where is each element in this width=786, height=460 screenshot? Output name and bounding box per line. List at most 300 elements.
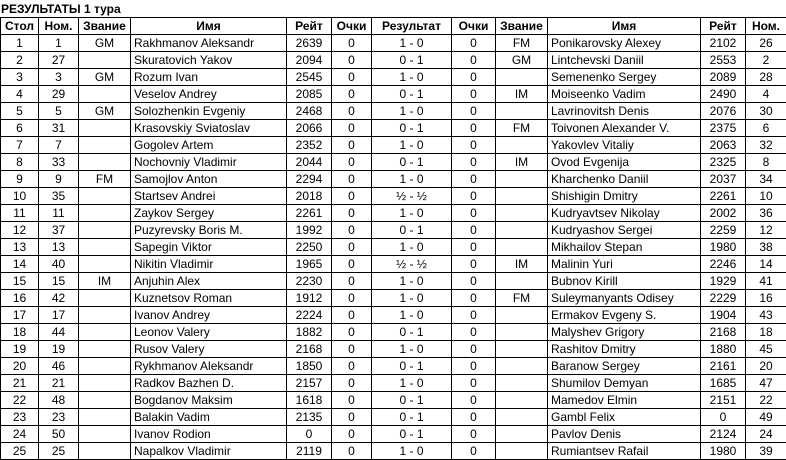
cell-white-title	[79, 137, 131, 154]
cell-black-name: Bubnov Kirill	[548, 273, 701, 290]
cell-black-points: 0	[452, 409, 496, 426]
cell-black-points: 0	[452, 69, 496, 86]
cell-black-name: Ovod Evgenija	[548, 154, 701, 171]
cell-board: 8	[1, 154, 39, 171]
cell-black-number: 34	[746, 171, 786, 188]
cell-white-name: Sapegin Viktor	[131, 239, 287, 256]
cell-result: 0 - 1	[372, 392, 452, 409]
cell-board: 7	[1, 137, 39, 154]
header-white-title: Звание	[79, 18, 131, 35]
cell-black-number: 43	[746, 307, 786, 324]
header-board: Стол	[1, 18, 39, 35]
cell-white-name: Rakhmanov Aleksandr	[131, 35, 287, 52]
cell-white-points: 0	[332, 256, 372, 273]
cell-black-name: Yakovlev Vitaliy	[548, 137, 701, 154]
cell-white-title	[79, 341, 131, 358]
cell-white-title: IM	[79, 273, 131, 290]
cell-black-points: 0	[452, 307, 496, 324]
cell-white-name: Skuratovich Yakov	[131, 52, 287, 69]
cell-black-number: 30	[746, 103, 786, 120]
cell-result: 1 - 0	[372, 273, 452, 290]
cell-black-rating: 1980	[701, 443, 746, 460]
cell-board: 18	[1, 324, 39, 341]
cell-white-name: Rykhmanov Aleksandr	[131, 358, 287, 375]
cell-black-points: 0	[452, 375, 496, 392]
cell-result: 0 - 1	[372, 120, 452, 137]
cell-white-number: 35	[39, 188, 79, 205]
cell-white-number: 19	[39, 341, 79, 358]
cell-white-rating: 2044	[287, 154, 332, 171]
cell-black-name: Ponikarovsky Alexey	[548, 35, 701, 52]
table-row	[1, 103, 786, 120]
cell-board: 10	[1, 188, 39, 205]
header-white-number: Ном.	[39, 18, 79, 35]
cell-black-rating: 2161	[701, 358, 746, 375]
cell-white-name: Rusov Valery	[131, 341, 287, 358]
cell-black-title	[496, 273, 548, 290]
cell-black-title: IM	[496, 256, 548, 273]
cell-black-number: 22	[746, 392, 786, 409]
cell-black-title	[496, 307, 548, 324]
cell-black-number: 39	[746, 443, 786, 460]
cell-black-name: Malyshev Grigory	[548, 324, 701, 341]
cell-white-name: Startsev Andrei	[131, 188, 287, 205]
cell-black-number: 32	[746, 137, 786, 154]
cell-white-rating: 2468	[287, 103, 332, 120]
cell-board: 17	[1, 307, 39, 324]
cell-black-number: 20	[746, 358, 786, 375]
cell-white-title	[79, 188, 131, 205]
cell-white-points: 0	[332, 52, 372, 69]
cell-black-title: IM	[496, 86, 548, 103]
cell-white-number: 42	[39, 290, 79, 307]
cell-black-title: IM	[496, 154, 548, 171]
cell-black-name: Kudryavtsev Nikolay	[548, 205, 701, 222]
cell-white-title	[79, 154, 131, 171]
cell-board: 9	[1, 171, 39, 188]
table-row	[1, 307, 786, 324]
header-black-title: Звание	[496, 18, 548, 35]
cell-black-title	[496, 443, 548, 460]
header-white-name: Имя	[131, 18, 287, 35]
cell-black-rating: 2124	[701, 426, 746, 443]
cell-white-title: GM	[79, 35, 131, 52]
cell-white-title	[79, 205, 131, 222]
cell-black-points: 0	[452, 103, 496, 120]
cell-white-name: Leonov Valery	[131, 324, 287, 341]
cell-black-points: 0	[452, 137, 496, 154]
cell-white-number: 9	[39, 171, 79, 188]
cell-black-points: 0	[452, 222, 496, 239]
cell-white-name: Krasovskiy Sviatoslav	[131, 120, 287, 137]
results-table	[0, 17, 786, 460]
cell-result: 0 - 1	[372, 154, 452, 171]
cell-black-rating: 2151	[701, 392, 746, 409]
table-row	[1, 443, 786, 460]
cell-black-title	[496, 392, 548, 409]
cell-black-number: 26	[746, 35, 786, 52]
cell-white-title	[79, 239, 131, 256]
cell-black-rating: 2261	[701, 188, 746, 205]
cell-white-name: Ivanov Rodion	[131, 426, 287, 443]
cell-black-title	[496, 409, 548, 426]
cell-result: 1 - 0	[372, 290, 452, 307]
cell-black-points: 0	[452, 324, 496, 341]
cell-result: ½ - ½	[372, 256, 452, 273]
cell-black-rating: 1880	[701, 341, 746, 358]
cell-white-points: 0	[332, 35, 372, 52]
cell-white-title	[79, 307, 131, 324]
cell-black-title	[496, 205, 548, 222]
table-row	[1, 239, 786, 256]
cell-black-number: 16	[746, 290, 786, 307]
cell-board: 25	[1, 443, 39, 460]
cell-white-name: Puzyrevsky Boris M.	[131, 222, 287, 239]
results-body	[1, 35, 786, 460]
cell-black-number: 2	[746, 52, 786, 69]
cell-white-number: 17	[39, 307, 79, 324]
cell-board: 1	[1, 35, 39, 52]
cell-white-name: Ivanov Andrey	[131, 307, 287, 324]
cell-white-number: 13	[39, 239, 79, 256]
cell-result: 1 - 0	[372, 239, 452, 256]
table-row	[1, 35, 786, 52]
header-black-number: Ном.	[746, 18, 786, 35]
cell-black-points: 0	[452, 256, 496, 273]
table-row	[1, 273, 786, 290]
cell-white-number: 29	[39, 86, 79, 103]
cell-white-rating: 1882	[287, 324, 332, 341]
table-row	[1, 409, 786, 426]
cell-black-name: Shishigin Dmitry	[548, 188, 701, 205]
cell-black-points: 0	[452, 154, 496, 171]
cell-white-number: 7	[39, 137, 79, 154]
cell-white-points: 0	[332, 188, 372, 205]
table-row	[1, 324, 786, 341]
cell-black-points: 0	[452, 188, 496, 205]
cell-black-title	[496, 103, 548, 120]
table-row	[1, 52, 786, 69]
cell-black-name: Lavrinovitsh Denis	[548, 103, 701, 120]
cell-white-title	[79, 120, 131, 137]
cell-black-number: 18	[746, 324, 786, 341]
cell-white-title: GM	[79, 103, 131, 120]
cell-white-number: 37	[39, 222, 79, 239]
cell-white-points: 0	[332, 137, 372, 154]
cell-board: 14	[1, 256, 39, 273]
cell-black-number: 14	[746, 256, 786, 273]
cell-white-points: 0	[332, 392, 372, 409]
cell-board: 6	[1, 120, 39, 137]
table-row	[1, 86, 786, 103]
cell-black-points: 0	[452, 120, 496, 137]
cell-board: 21	[1, 375, 39, 392]
cell-black-points: 0	[452, 205, 496, 222]
cell-white-title	[79, 290, 131, 307]
cell-black-name: Malinin Yuri	[548, 256, 701, 273]
cell-black-title	[496, 358, 548, 375]
cell-white-points: 0	[332, 273, 372, 290]
cell-white-points: 0	[332, 222, 372, 239]
cell-black-rating: 2089	[701, 69, 746, 86]
cell-black-points: 0	[452, 426, 496, 443]
cell-white-points: 0	[332, 69, 372, 86]
cell-result: 1 - 0	[372, 171, 452, 188]
cell-black-name: Ermakov Evgeny S.	[548, 307, 701, 324]
cell-white-number: 11	[39, 205, 79, 222]
cell-white-rating: 2352	[287, 137, 332, 154]
cell-black-rating: 2229	[701, 290, 746, 307]
cell-result: 1 - 0	[372, 35, 452, 52]
cell-board: 20	[1, 358, 39, 375]
cell-white-rating: 2639	[287, 35, 332, 52]
cell-black-name: Mikhailov Stepan	[548, 239, 701, 256]
cell-black-rating: 2246	[701, 256, 746, 273]
cell-black-name: Kharchenko Daniil	[548, 171, 701, 188]
cell-black-rating: 1904	[701, 307, 746, 324]
cell-result: 1 - 0	[372, 341, 452, 358]
cell-white-name: Nochovniy Vladimir	[131, 154, 287, 171]
table-row	[1, 154, 786, 171]
cell-black-points: 0	[452, 443, 496, 460]
cell-white-rating: 0	[287, 426, 332, 443]
cell-black-number: 47	[746, 375, 786, 392]
cell-white-name: Samojlov Anton	[131, 171, 287, 188]
cell-board: 24	[1, 426, 39, 443]
cell-white-points: 0	[332, 341, 372, 358]
cell-white-rating: 2085	[287, 86, 332, 103]
table-row	[1, 341, 786, 358]
cell-white-rating: 2250	[287, 239, 332, 256]
cell-black-points: 0	[452, 52, 496, 69]
cell-white-rating: 2224	[287, 307, 332, 324]
cell-board: 2	[1, 52, 39, 69]
cell-white-points: 0	[332, 375, 372, 392]
cell-white-title	[79, 222, 131, 239]
cell-black-number: 6	[746, 120, 786, 137]
cell-white-number: 15	[39, 273, 79, 290]
cell-black-title	[496, 69, 548, 86]
cell-white-points: 0	[332, 103, 372, 120]
cell-black-number: 38	[746, 239, 786, 256]
cell-white-title	[79, 375, 131, 392]
cell-white-rating: 2157	[287, 375, 332, 392]
header-white-rating: Рейт	[287, 18, 332, 35]
cell-white-number: 27	[39, 52, 79, 69]
cell-black-points: 0	[452, 290, 496, 307]
cell-white-rating: 2230	[287, 273, 332, 290]
cell-board: 5	[1, 103, 39, 120]
cell-black-name: Moiseenko Vadim	[548, 86, 701, 103]
cell-result: 1 - 0	[372, 69, 452, 86]
cell-white-points: 0	[332, 154, 372, 171]
cell-black-rating: 2002	[701, 205, 746, 222]
cell-black-name: Lintchevski Daniil	[548, 52, 701, 69]
cell-black-number: 45	[746, 341, 786, 358]
page-title: РЕЗУЛЬТАТЫ 1 тура	[1, 2, 121, 16]
cell-result: 0 - 1	[372, 324, 452, 341]
cell-board: 23	[1, 409, 39, 426]
cell-white-title	[79, 86, 131, 103]
cell-black-number: 24	[746, 426, 786, 443]
cell-white-rating: 2094	[287, 52, 332, 69]
cell-white-number: 3	[39, 69, 79, 86]
cell-black-title: GM	[496, 52, 548, 69]
cell-white-number: 31	[39, 120, 79, 137]
table-row	[1, 222, 786, 239]
cell-white-title: GM	[79, 69, 131, 86]
cell-white-title	[79, 52, 131, 69]
table-row	[1, 375, 786, 392]
cell-black-rating: 2375	[701, 120, 746, 137]
table-row	[1, 426, 786, 443]
cell-board: 4	[1, 86, 39, 103]
cell-white-title	[79, 426, 131, 443]
cell-black-rating: 0	[701, 409, 746, 426]
cell-black-points: 0	[452, 171, 496, 188]
cell-black-rating: 2259	[701, 222, 746, 239]
cell-result: 1 - 0	[372, 205, 452, 222]
cell-black-number: 12	[746, 222, 786, 239]
cell-black-title	[496, 324, 548, 341]
table-row	[1, 171, 786, 188]
table-row	[1, 392, 786, 409]
cell-board: 13	[1, 239, 39, 256]
cell-black-rating: 1685	[701, 375, 746, 392]
cell-white-rating: 2261	[287, 205, 332, 222]
cell-result: 1 - 0	[372, 307, 452, 324]
header-black-points: Очки	[452, 18, 496, 35]
cell-black-rating: 1929	[701, 273, 746, 290]
cell-white-name: Gogolev Artem	[131, 137, 287, 154]
cell-black-title	[496, 171, 548, 188]
header-black-rating: Рейт	[701, 18, 746, 35]
cell-black-title	[496, 426, 548, 443]
cell-black-rating: 2037	[701, 171, 746, 188]
cell-white-points: 0	[332, 307, 372, 324]
cell-white-points: 0	[332, 358, 372, 375]
cell-white-rating: 1618	[287, 392, 332, 409]
table-row	[1, 290, 786, 307]
cell-black-number: 28	[746, 69, 786, 86]
cell-black-title: FM	[496, 35, 548, 52]
cell-board: 16	[1, 290, 39, 307]
table-row	[1, 256, 786, 273]
cell-white-number: 23	[39, 409, 79, 426]
cell-white-number: 40	[39, 256, 79, 273]
cell-result: 1 - 0	[372, 103, 452, 120]
cell-black-points: 0	[452, 273, 496, 290]
cell-white-number: 1	[39, 35, 79, 52]
cell-white-number: 46	[39, 358, 79, 375]
cell-black-name: Pavlov Denis	[548, 426, 701, 443]
cell-result: 0 - 1	[372, 409, 452, 426]
table-row	[1, 205, 786, 222]
cell-white-rating: 2119	[287, 443, 332, 460]
cell-black-rating: 2553	[701, 52, 746, 69]
cell-white-title	[79, 409, 131, 426]
cell-black-name: Baranow Sergey	[548, 358, 701, 375]
cell-black-number: 8	[746, 154, 786, 171]
cell-black-title	[496, 375, 548, 392]
cell-white-title	[79, 256, 131, 273]
cell-white-points: 0	[332, 171, 372, 188]
table-row	[1, 188, 786, 205]
cell-white-name: Veselov Andrey	[131, 86, 287, 103]
cell-black-title: FM	[496, 290, 548, 307]
cell-white-points: 0	[332, 426, 372, 443]
cell-black-name: Toivonen Alexander V.	[548, 120, 701, 137]
cell-black-title	[496, 341, 548, 358]
cell-white-title	[79, 358, 131, 375]
cell-black-rating: 2168	[701, 324, 746, 341]
cell-black-number: 36	[746, 205, 786, 222]
cell-result: 0 - 1	[372, 426, 452, 443]
cell-white-points: 0	[332, 239, 372, 256]
header-white-points: Очки	[332, 18, 372, 35]
cell-black-name: Semenenko Sergey	[548, 69, 701, 86]
cell-black-points: 0	[452, 358, 496, 375]
cell-white-rating: 1912	[287, 290, 332, 307]
cell-white-number: 48	[39, 392, 79, 409]
cell-board: 19	[1, 341, 39, 358]
cell-white-title	[79, 392, 131, 409]
cell-white-points: 0	[332, 205, 372, 222]
cell-black-number: 10	[746, 188, 786, 205]
cell-white-name: Rozum Ivan	[131, 69, 287, 86]
cell-black-points: 0	[452, 35, 496, 52]
cell-white-title: FM	[79, 171, 131, 188]
cell-black-name: Rashitov Dmitry	[548, 341, 701, 358]
cell-black-rating: 2325	[701, 154, 746, 171]
cell-white-number: 21	[39, 375, 79, 392]
cell-board: 12	[1, 222, 39, 239]
cell-black-title	[496, 239, 548, 256]
cell-white-number: 50	[39, 426, 79, 443]
cell-result: 1 - 0	[372, 137, 452, 154]
cell-white-title	[79, 324, 131, 341]
cell-result: 0 - 1	[372, 222, 452, 239]
cell-black-title	[496, 188, 548, 205]
cell-white-points: 0	[332, 290, 372, 307]
cell-white-rating: 2545	[287, 69, 332, 86]
cell-black-title	[496, 222, 548, 239]
cell-white-points: 0	[332, 409, 372, 426]
cell-black-points: 0	[452, 239, 496, 256]
cell-black-name: Shumilov Demyan	[548, 375, 701, 392]
cell-white-rating: 2135	[287, 409, 332, 426]
cell-white-number: 5	[39, 103, 79, 120]
table-row	[1, 137, 786, 154]
table-row	[1, 69, 786, 86]
cell-black-rating: 2076	[701, 103, 746, 120]
cell-white-rating: 2168	[287, 341, 332, 358]
cell-white-name: Balakin Vadim	[131, 409, 287, 426]
cell-white-points: 0	[332, 443, 372, 460]
header-black-name: Имя	[548, 18, 701, 35]
cell-result: 1 - 0	[372, 443, 452, 460]
cell-white-name: Bogdanov Maksim	[131, 392, 287, 409]
cell-white-name: Anjuhin Alex	[131, 273, 287, 290]
cell-black-rating: 2102	[701, 35, 746, 52]
cell-black-title	[496, 137, 548, 154]
cell-black-number: 41	[746, 273, 786, 290]
cell-white-rating: 1965	[287, 256, 332, 273]
cell-white-name: Napalkov Vladimir	[131, 443, 287, 460]
cell-black-title: FM	[496, 120, 548, 137]
cell-black-name: Suleymanyants Odisey	[548, 290, 701, 307]
cell-white-rating: 1992	[287, 222, 332, 239]
